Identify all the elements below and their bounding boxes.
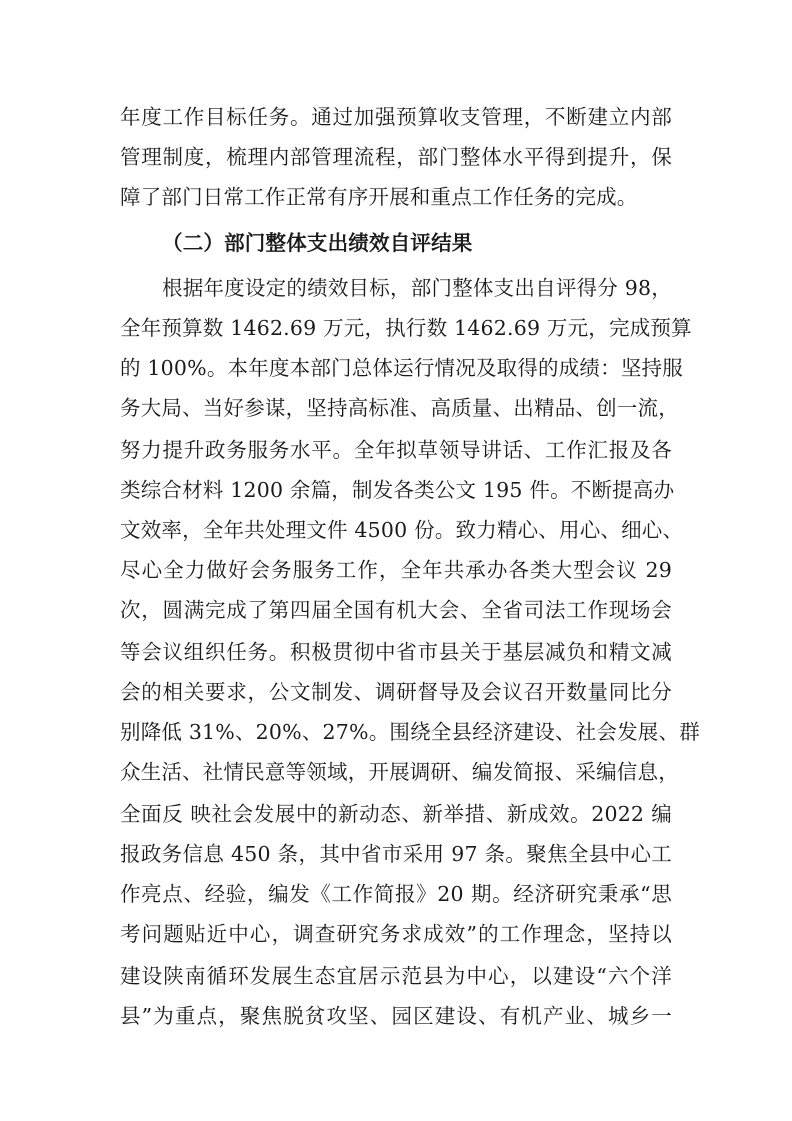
text-line: 务大局、当好参谋，坚持高标准、高质量、出精品、创一流， bbox=[120, 396, 679, 420]
text-line: 县”为重点，聚焦脱贫攻坚、园区建设、有机产业、城乡一 bbox=[120, 1004, 672, 1028]
text-line: 次，圆满完成了第四届全国有机大会、全省司法工作现场会 bbox=[120, 598, 672, 622]
text-line: 众生活、社情民意等领域，开展调研、编发简报、采编信息， bbox=[120, 760, 679, 784]
text-line: 年度工作目标任务。通过加强预算收支管理，不断建立内部 bbox=[120, 105, 672, 129]
text-line: 作亮点、经验，编发《工作简报》20 期。经济研究秉承“思 bbox=[120, 882, 672, 906]
text-line: 的 100%。本年度本部门总体运行情况及取得的成绩：坚持服 bbox=[120, 356, 683, 380]
text-line: 障了部门日常工作正常有序开展和重点工作任务的完成。 bbox=[120, 185, 638, 209]
text-line: 根据年度设定的绩效目标，部门整体支出自评得分 98， bbox=[162, 276, 672, 300]
text-line: 全年预算数 1462.69 万元，执行数 1462.69 万元，完成预算 bbox=[120, 316, 692, 340]
section-heading: （二）部门整体支出绩效自评结果 bbox=[162, 231, 473, 255]
text-line: 等会议组织任务。积极贯彻中省市县关于基层减负和精文减 bbox=[120, 640, 672, 664]
text-line: 努力提升政务服务水平。全年拟草领导讲话、工作汇报及各 bbox=[120, 438, 672, 462]
text-line: 别降低 31%、20%、27%。围绕全县经济建设、社会发展、群 bbox=[120, 720, 700, 744]
text-line: 类综合材料 1200 余篇，制发各类公文 195 件。不断提高办 bbox=[120, 478, 675, 502]
text-line: 管理制度，梳理内部管理流程，部门整体水平得到提升，保 bbox=[120, 145, 672, 169]
text-line: 建设陕南循环发展生态宜居示范县为中心，以建设“六个洋 bbox=[120, 964, 672, 988]
text-line: 考问题贴近中心，调查研究务求成效”的工作理念，坚持以 bbox=[120, 922, 672, 946]
text-line: 全面反 映社会发展中的新动态、新举措、新成效。2022 编 bbox=[120, 802, 672, 826]
text-line: 报政务信息 450 条，其中省市采用 97 条。聚焦全县中心工 bbox=[120, 842, 672, 866]
text-line: 会的相关要求，公文制发、调研督导及会议召开数量同比分 bbox=[120, 680, 672, 704]
text-line: 文效率，全年共处理文件 4500 份。致力精心、用心、细心、 bbox=[120, 518, 684, 542]
text-line: 尽心全力做好会务服务工作，全年共承办各类大型会议 29 bbox=[120, 558, 672, 582]
